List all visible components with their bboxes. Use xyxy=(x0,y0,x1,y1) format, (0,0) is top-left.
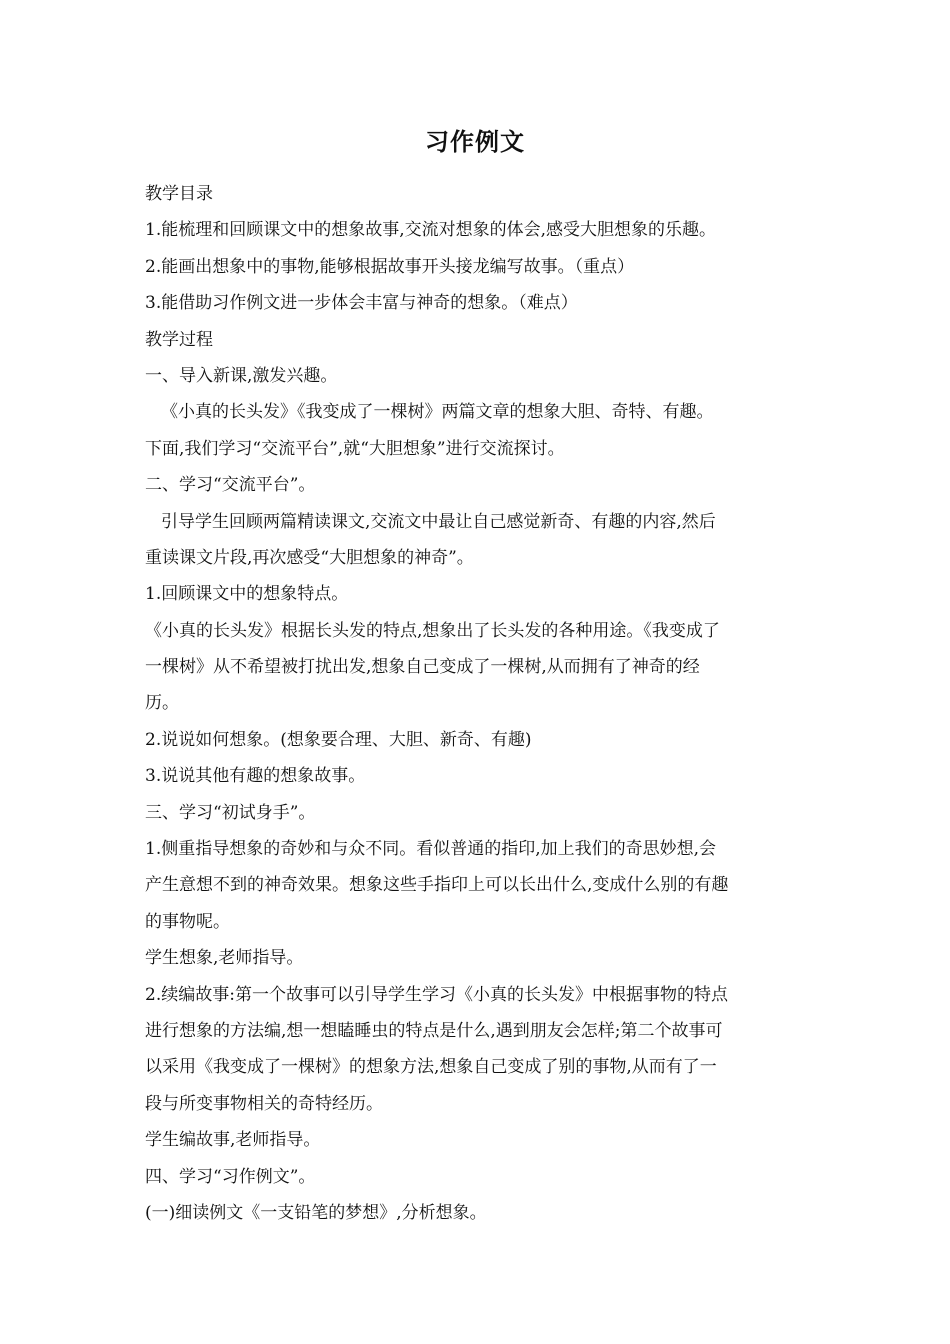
section-heading: 教学过程 xyxy=(145,329,213,350)
paragraph-line: 重读课文片段,再次感受“大胆想象的神奇”。 xyxy=(145,547,474,568)
paragraph-line: 《小真的长头发》《我变成了一棵树》两篇文章的想象大胆、奇特、有趣。 xyxy=(161,402,714,423)
step-heading: 一、导入新课,激发兴趣。 xyxy=(145,365,338,386)
list-item: 3.说说其他有趣的想象故事。 xyxy=(145,766,366,787)
paragraph-line: 学生编故事,老师指导。 xyxy=(145,1130,321,1151)
paragraph-line: 产生意想不到的神奇效果。想象这些手指印上可以长出什么,变成什么别的有趣 xyxy=(145,875,729,896)
paragraph-line: 进行想象的方法编,想一想瞌睡虫的特点是什么,遇到朋友会怎样;第二个故事可 xyxy=(145,1020,723,1041)
document-body xyxy=(145,176,810,1231)
list-item: 2.续编故事:第一个故事可以引导学生学习《小真的长头发》中根据事物的特点 xyxy=(145,984,728,1005)
list-item: 2.能画出想象中的事物,能够根据故事开头接龙编写故事。（重点） xyxy=(145,256,635,277)
paragraph-line: 一棵树》从不希望被打扰出发,想象自己变成了一棵树,从而拥有了神奇的经 xyxy=(145,657,700,678)
paragraph-line: 以采用《我变成了一棵树》的想象方法,想象自己变成了别的事物,从而有了一 xyxy=(145,1057,717,1078)
page-title: 习作例文 xyxy=(425,128,525,156)
subsection-heading: (一)细读例文《一支铅笔的梦想》,分析想象。 xyxy=(145,1202,487,1223)
paragraph-line: 的事物呢。 xyxy=(145,911,230,932)
paragraph-line: 段与所变事物相关的奇特经历。 xyxy=(145,1093,383,1114)
step-heading: 二、学习“交流平台”。 xyxy=(145,475,316,496)
list-item: 1.回顾课文中的想象特点。 xyxy=(145,584,349,605)
list-item: 1.侧重指导想象的奇妙和与众不同。看似普通的指印,加上我们的奇思妙想,会 xyxy=(145,839,717,860)
list-item: 1.能梳理和回顾课文中的想象故事,交流对想象的体会,感受大胆想象的乐趣。 xyxy=(145,220,717,241)
paragraph-line: 学生想象,老师指导。 xyxy=(145,948,304,969)
paragraph-line: 下面,我们学习“交流平台”,就“大胆想象”进行交流探讨。 xyxy=(145,438,565,459)
paragraph-line: 《小真的长头发》根据长头发的特点,想象出了长头发的各种用途。《我变成了 xyxy=(145,620,720,641)
list-item: 3.能借助习作例文进一步体会丰富与神奇的想象。（难点） xyxy=(145,293,578,314)
list-item: 2.说说如何想象。(想象要合理、大胆、新奇、有趣) xyxy=(145,729,532,750)
step-heading: 三、学习“初试身手”。 xyxy=(145,802,316,823)
paragraph-line: 引导学生回顾两篇精读课文,交流文中最让自己感觉新奇、有趣的内容,然后 xyxy=(161,511,716,532)
step-heading: 四、学习“习作例文”。 xyxy=(145,1166,316,1187)
section-heading: 教学目录 xyxy=(145,184,213,204)
paragraph-line: 历。 xyxy=(145,693,179,714)
